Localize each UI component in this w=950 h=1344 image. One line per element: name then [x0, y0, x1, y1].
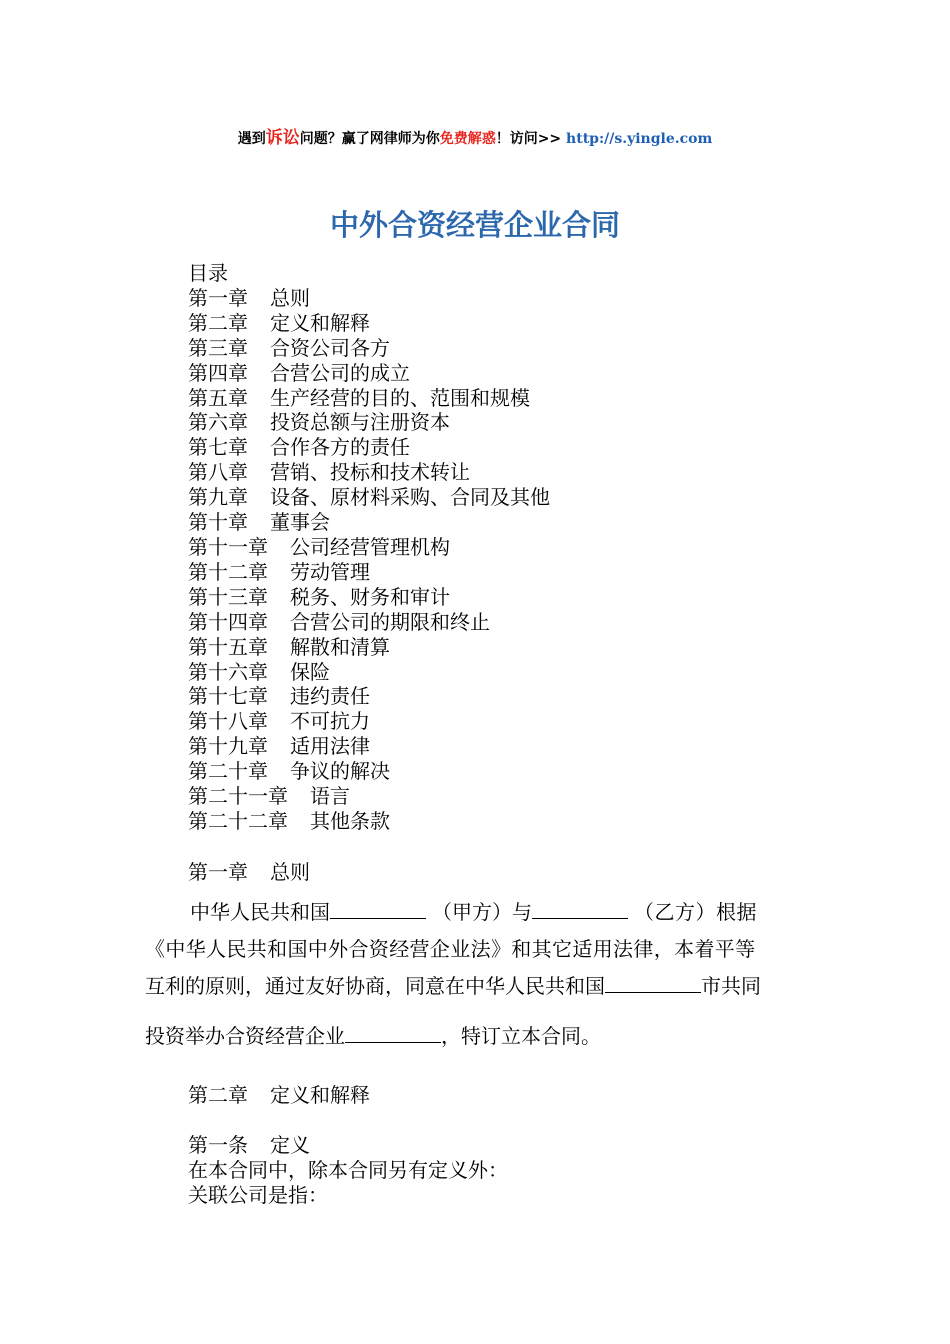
toc-item — [188, 684, 550, 709]
toc-item-number: 第七章 — [188, 435, 248, 460]
toc-item-title: 解散和清算 — [290, 634, 390, 659]
toc-item — [188, 610, 550, 635]
toc-item-number: 第四章 — [188, 360, 248, 385]
banner-link[interactable]: http://s.yingle.com — [566, 131, 713, 147]
article-title: 定义 — [270, 1133, 310, 1157]
toc-item — [188, 585, 550, 610]
banner-text-1: 遇到 — [237, 131, 266, 147]
toc-item — [188, 510, 550, 535]
toc-heading: 目录 — [188, 261, 228, 285]
chapter-1-line-2: 《中华人民共和国中外合资经营企业法》和其它适用法律，本着平等 — [145, 937, 756, 961]
toc-item-title: 税务、财务和审计 — [290, 584, 450, 609]
toc-item-number: 第三章 — [188, 335, 248, 360]
toc-item — [188, 560, 550, 585]
toc-item-title: 违约责任 — [290, 684, 370, 709]
toc-item — [188, 286, 550, 311]
toc-item — [188, 311, 550, 336]
article-1-text-2: 关联公司是指： — [188, 1183, 328, 1207]
toc-item-title: 其他条款 — [310, 808, 390, 833]
chapter-1-line-3 — [145, 970, 761, 999]
toc-item — [188, 336, 550, 361]
blank-party-a — [330, 900, 426, 919]
text-segment: 互利的原则，通过友好协商，同意在中华人民共和国 — [145, 974, 605, 998]
toc-item-title: 合营公司的期限和终止 — [290, 609, 490, 634]
text-segment: （乙方）根据 — [634, 900, 757, 924]
toc-item-title: 总则 — [270, 285, 310, 310]
text-segment: 投资举办合资经营企业 — [145, 1024, 345, 1048]
toc-item — [188, 410, 550, 435]
toc-item-number: 第九章 — [188, 485, 248, 510]
toc-item — [188, 635, 550, 660]
toc-item-number: 第十九章 — [188, 734, 268, 759]
chapter-number: 第一章 — [188, 860, 248, 884]
toc-item-number: 第十三章 — [188, 584, 268, 609]
toc-item — [188, 759, 550, 784]
toc-item-number: 第十一章 — [188, 534, 268, 559]
toc-item-number: 第十七章 — [188, 684, 268, 709]
toc-item-number: 第八章 — [188, 460, 248, 485]
toc-item-number: 第十四章 — [188, 609, 268, 634]
toc-item-number: 第二十章 — [188, 759, 268, 784]
toc-item — [188, 784, 550, 809]
toc-item-number: 第十五章 — [188, 634, 268, 659]
document-title: 中外合资经营企业合同 — [329, 208, 620, 242]
toc-item — [188, 361, 550, 386]
banner-highlight-free: 免费解惑 — [439, 131, 496, 147]
toc-item-title: 争议的解决 — [290, 759, 390, 784]
toc-item-title: 合资公司各方 — [270, 335, 390, 360]
chapter-2-heading — [188, 1082, 370, 1108]
toc-item-title: 董事会 — [270, 510, 330, 535]
toc-item — [188, 809, 550, 834]
toc-item-title: 设备、原材料采购、合同及其他 — [270, 485, 550, 510]
toc-item-title: 投资总额与注册资本 — [270, 410, 450, 435]
toc-item-title: 生产经营的目的、范围和规模 — [270, 385, 530, 410]
toc-item-number: 第二章 — [188, 310, 248, 335]
text-segment: 市共同 — [701, 974, 761, 998]
promo-banner[interactable] — [0, 128, 950, 149]
article-number: 第一条 — [188, 1133, 248, 1157]
toc-item — [188, 460, 550, 485]
toc-item-number: 第二十一章 — [188, 784, 288, 809]
blank-enterprise — [345, 1024, 441, 1043]
toc-item-number: 第五章 — [188, 385, 248, 410]
chapter-1-heading — [188, 859, 310, 885]
toc-item — [188, 386, 550, 411]
toc-item-title: 公司经营管理机构 — [290, 534, 450, 559]
article-1-text-1: 在本合同中，除本合同另有定义外： — [188, 1158, 508, 1182]
text-segment: 中华人民共和国 — [190, 900, 330, 924]
toc-item-number: 第十六章 — [188, 659, 268, 684]
banner-highlight-lawsuit: 诉讼 — [265, 128, 300, 148]
toc-item-title: 合作各方的责任 — [270, 435, 410, 460]
article-1-heading — [188, 1132, 310, 1158]
toc-item-number: 第一章 — [188, 285, 248, 310]
chapter-1-line-4 — [145, 1020, 601, 1049]
toc-item — [188, 435, 550, 460]
toc-item — [188, 709, 550, 734]
toc-item-title: 定义和解释 — [270, 310, 370, 335]
toc-item-number: 第二十二章 — [188, 808, 288, 833]
toc-item-title: 语言 — [310, 784, 350, 809]
table-of-contents — [188, 261, 550, 834]
toc-item-title: 保险 — [290, 659, 330, 684]
toc-item — [188, 535, 550, 560]
toc-item-number: 第十章 — [188, 510, 248, 535]
toc-item-number: 第十二章 — [188, 559, 268, 584]
blank-city — [605, 974, 701, 993]
toc-item-title: 营销、投标和技术转让 — [270, 460, 470, 485]
toc-item-title: 不可抗力 — [290, 709, 370, 734]
chapter-title: 定义和解释 — [270, 1083, 370, 1107]
toc-item-number: 第十八章 — [188, 709, 268, 734]
blank-party-b — [532, 900, 628, 919]
toc-item-title: 适用法律 — [290, 734, 370, 759]
toc-item — [188, 485, 550, 510]
toc-item-number: 第六章 — [188, 410, 248, 435]
toc-item — [188, 660, 550, 685]
text-segment: （甲方）与 — [432, 900, 532, 924]
chapter-1-line-1 — [190, 896, 757, 925]
toc-item-title: 合营公司的成立 — [270, 360, 410, 385]
chapter-title: 总则 — [270, 860, 310, 884]
toc-item — [188, 734, 550, 759]
banner-text-3: ！访问>> — [495, 131, 567, 147]
banner-text-2: 问题？赢了网律师为你 — [299, 131, 440, 147]
text-segment: ，特订立本合同。 — [441, 1024, 601, 1048]
toc-item-title: 劳动管理 — [290, 559, 370, 584]
chapter-number: 第二章 — [188, 1083, 248, 1107]
